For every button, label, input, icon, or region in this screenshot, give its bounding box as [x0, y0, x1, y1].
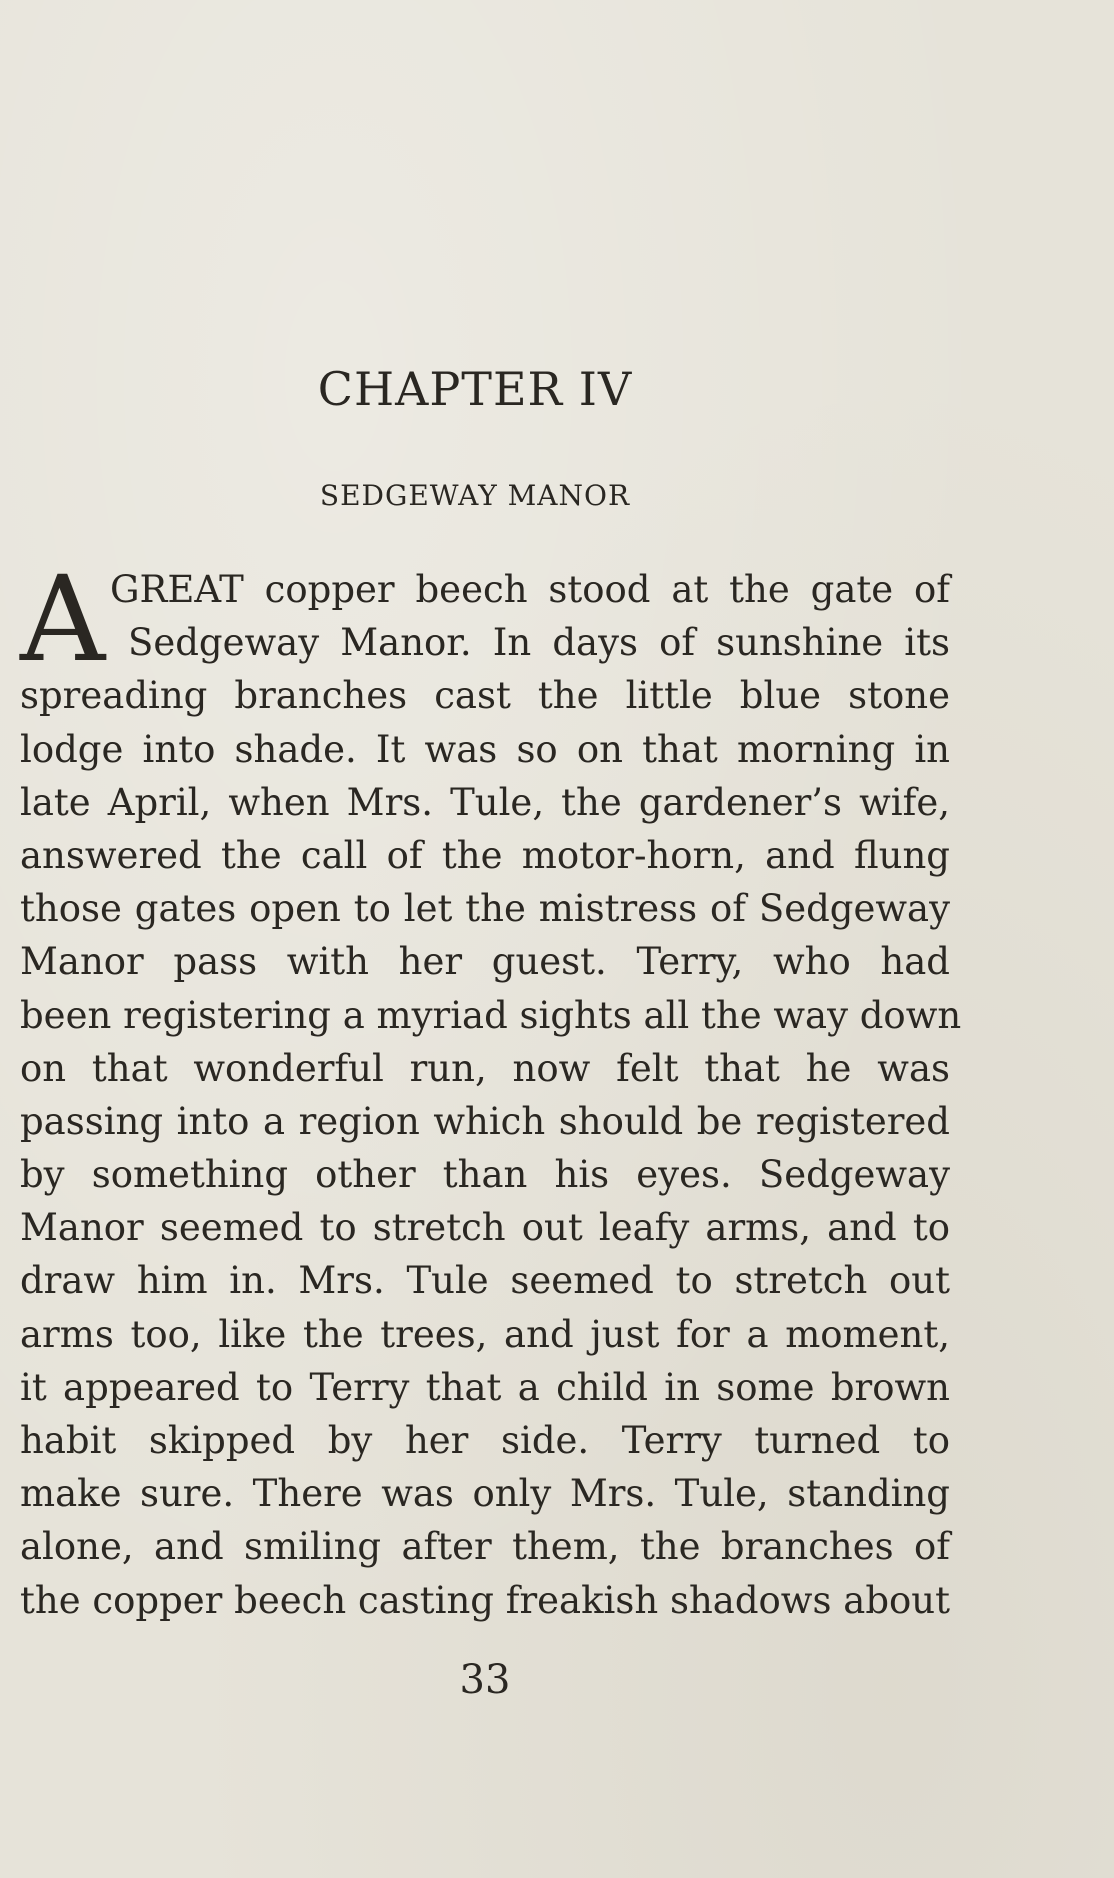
text-line: habit skipped by her side. Terry turned to: [20, 1419, 950, 1462]
chapter-title: SEDGEWAY MANOR: [319, 479, 631, 512]
text-line: it appeared to Terry that a child in some brown: [20, 1365, 950, 1409]
text-line: those gates open to let the mistress of Sedgeway: [20, 887, 950, 931]
text-line: been registering a myriad sights all the way down: [20, 993, 962, 1037]
text-line: draw him in. Mrs. Tule seemed to stretch out: [20, 1259, 950, 1303]
chapter-heading: CHAPTER IV: [317, 362, 633, 416]
text-line: Sedgeway Manor. In days of sunshine its: [128, 621, 950, 665]
text-line: the copper beech casting freakish shadows about: [20, 1578, 950, 1622]
text-line: on that wonderful run, now felt that he was: [20, 1046, 950, 1090]
page-number: 33: [459, 1657, 511, 1703]
text-line: by something other than his eyes. Sedgeway: [20, 1153, 950, 1197]
body-text: [20, 563, 962, 1627]
text-line: passing into a region which should be registered: [20, 1099, 950, 1143]
text-line: lodge into shade. It was so on that morning in: [20, 727, 950, 771]
drop-cap: A: [20, 550, 106, 688]
text-line: arms too, like the trees, and just for a moment,: [20, 1312, 950, 1356]
text-line: Manor pass with her guest. Terry, who had: [20, 940, 950, 984]
text-line: Manor seemed to stretch out leafy arms, and to: [20, 1206, 950, 1250]
text-line: answered the call of the motor-horn, and flung: [20, 833, 950, 877]
text-line: GREAT copper beech stood at the gate of: [110, 568, 950, 611]
text-line: alone, and smiling after them, the branches of: [20, 1525, 950, 1569]
text-line: late April, when Mrs. Tule, the gardener’s wife,: [20, 780, 950, 824]
text-line: spreading branches cast the little blue stone: [20, 674, 950, 718]
text-line: make sure. There was only Mrs. Tule, standing: [20, 1472, 950, 1516]
